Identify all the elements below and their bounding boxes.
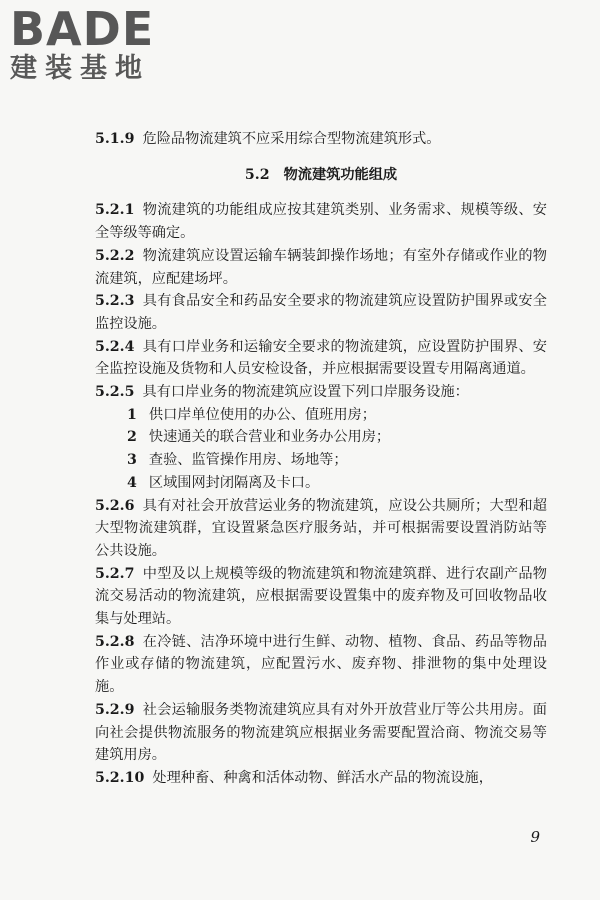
clause-number: 5.2.5 [95, 384, 135, 401]
list-item-number: 2 [127, 429, 137, 446]
section-number: 5.2 [244, 166, 270, 183]
clause-text: 社会运输服务类物流建筑应具有对外开放营业厅等公共用房。面向社会提供物流服务的物流建筑应根据业务需要配置洽商、物流交易等建筑用房。 [95, 701, 547, 764]
clause-number: 5.2.10 [95, 769, 145, 786]
clause-number: 5.2.2 [95, 247, 135, 264]
list-item [95, 449, 547, 472]
clause-number: 5.2.3 [95, 293, 135, 310]
list-item-text: 查验、监管操作用房、场地等； [148, 452, 348, 469]
document-body [95, 128, 547, 790]
clause-text: 处理种畜、种禽和活体动物、鲜活水产品的物流设施， [152, 769, 493, 786]
list-item [95, 404, 547, 427]
clause-text: 具有口岸业务的物流建筑应设置下列口岸服务设施： [142, 384, 469, 401]
logo-wordmark: BADE [10, 2, 155, 56]
list-item [95, 426, 547, 449]
logo [10, 2, 180, 84]
clause-text: 中型及以上规模等级的物流建筑和物流建筑群、进行农副产品物流交易活动的物流建筑，应根据需要设置集中的废弃物及可回收物品收集与处理站。 [95, 565, 547, 628]
clause-text: 物流建筑应设置运输车辆装卸操作场地；有室外存储或作业的物流建筑，应配建场坪。 [95, 247, 547, 287]
page-number: 9 [530, 828, 540, 846]
clause-5-1-9 [95, 128, 547, 151]
list-item-text: 区域围网封闭隔离及卡口。 [148, 474, 320, 491]
clause-5-2-9 [95, 699, 547, 767]
clause-5-2-6 [95, 495, 547, 563]
list-item [95, 472, 547, 495]
clause-number: 5.2.1 [95, 202, 135, 219]
clause-text: 具有对社会开放营运业务的物流建筑，应设公共厕所；大型和超大型物流建筑群，宜设置紧急医疗服务站，并可根据需要设置消防站等公共设施。 [95, 497, 547, 559]
clause-text: 在冷链、洁净环境中进行生鲜、动物、植物、食品、药品等物品作业或存储的物流建筑，应配置污水、废弃物、排泄物的集中处理设施。 [95, 633, 547, 696]
list-item-number: 1 [127, 406, 137, 423]
list-item-number: 4 [127, 474, 137, 491]
clause-text: 物流建筑的功能组成应按其建筑类别、业务需求、规模等级、安全等级等确定。 [95, 202, 547, 242]
list-item-text: 供口岸单位使用的办公、值班用房； [148, 406, 376, 423]
clause-number: 5.2.4 [95, 338, 135, 355]
clause-number: 5.2.7 [95, 565, 135, 582]
clause-5-2-4 [95, 336, 547, 381]
list-item-number: 3 [127, 452, 137, 469]
clause-number: 5.2.8 [95, 633, 135, 650]
logo-subtitle: 建装基地 [10, 53, 150, 84]
clause-text: 危险品物流建筑不应采用综合型物流建筑形式。 [142, 131, 441, 147]
clause-number: 5.1.9 [95, 131, 135, 147]
clause-5-2-3 [95, 290, 547, 335]
clause-text: 具有食品安全和药品安全要求的物流建筑应设置防护围界或安全监控设施。 [95, 293, 547, 332]
list-item-text: 快速通关的联合营业和业务办公用房； [148, 429, 391, 446]
clause-5-2-7 [95, 563, 547, 631]
clause-number: 5.2.9 [95, 701, 135, 718]
clause-5-2-8 [95, 631, 547, 699]
section-heading [95, 164, 547, 187]
section-title: 物流建筑功能组成 [283, 166, 398, 183]
clause-5-2-1 [95, 199, 547, 244]
clause-number: 5.2.6 [95, 497, 135, 514]
clause-5-2-10 [95, 767, 547, 790]
clause-text: 具有口岸业务和运输安全要求的物流建筑，应设置防护围界、安全监控设施及货物和人员安检设备，并应根据需要设置专用隔离通道。 [95, 338, 547, 378]
clause-5-2-5 [95, 381, 547, 404]
clause-5-2-2 [95, 245, 547, 290]
